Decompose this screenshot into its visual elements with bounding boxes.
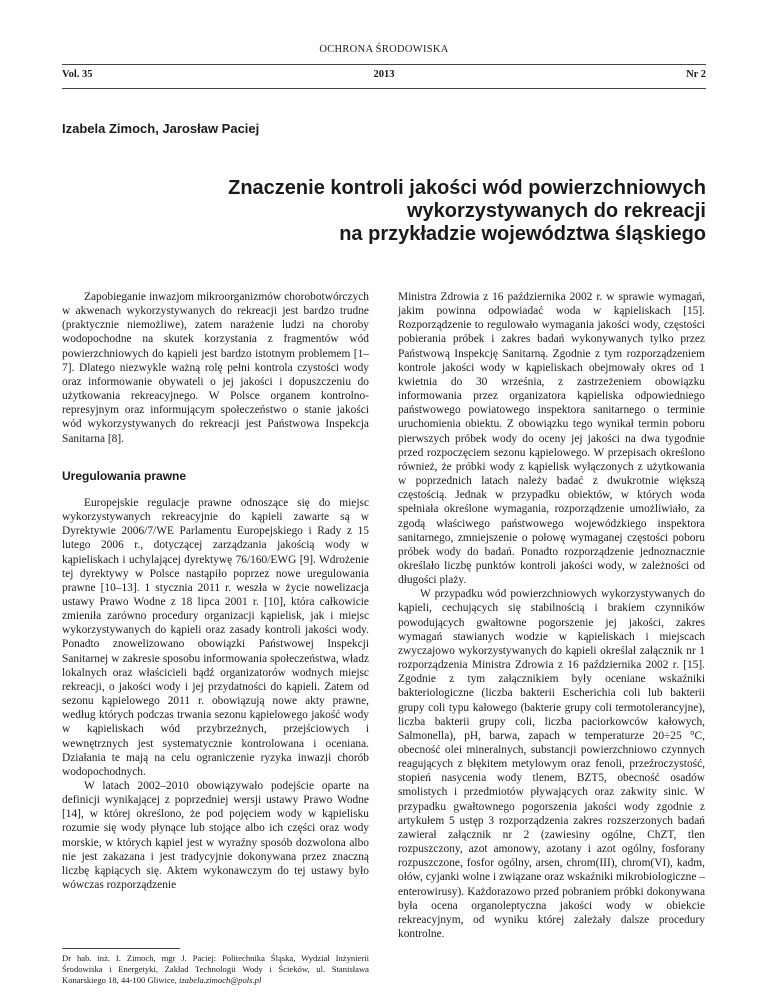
footnote-rule <box>62 948 180 949</box>
header-rule-top <box>62 64 706 65</box>
issue-meta <box>62 69 706 85</box>
body-paragraph: W przypadku wód powierzchniowych wykorzystywanych do kąpieli, cechujących się stabilnością i brakiem czynników powodujących gwałtowne pogorszenie jej jakości, zakres wymagań stawianych wodzie w kąpieliskach i miejscach zwyczajowo wykorzystywanych do kąpieli określał załącznik nr 1 rozporządzenia Ministra Zdrowia z 16 października 2002 r. [15]. Zgodnie z tym załącznikiem były oceniane wskaźniki bakteriologiczne (liczba bakterii Escherichia coli lub bakterii grupy coli typu kałowego (bakterie grupy coli termotolerancyjne), liczba bakterii grupy coli, liczba paciorkowców kałowych, Salmonella), pH, barwa, zapach w temperaturze 20÷25 °C, obecność olei mineralnych, substancji powierzchniowo czynnych reagujących z błękitem metylowym oraz fenoli, przeźroczystość, stopień nasycenia wody tlenem, BZT5, obecność osadów smolistych i przedmiotów pływających oraz zakwity sinic. W przypadku gwałtownego pogorszenia jakości wody zgodnie z artykułem 5 ustęp 3 rozporządzenia zakres rozszerzonych badań zawierał załącznik nr 2 (zawiesiny ogólne, ChZT, tlen rozpuszczony, azot amonowy, azotany i azot ogólny, fosforany rozpuszczone, fosfor ogólny, arsen, chrom(III), chrom(VI), kadm, ołów, cyjanki wolne i związane oraz wskaźniki mikrobiologiczne – enterowirusy). Każdorazowo przed pobraniem próbki dokonywana była ocena organoleptyczna jakości wody w obiekcie rekreacyjnym, od wyniku której zależały dalsze procedury kontrolne. <box>398 588 705 941</box>
title-line-2: wykorzystywanych do rekreacji <box>406 200 706 222</box>
intro-paragraph: Zapobieganie inwazjom mikroorganizmów chorobotwórczych w akwenach wykorzystywanych do rekreacji jest bardzo trudne (praktycznie niemożliwe), zatem narażenie ludzi na choroby wodopochodne na skutek korzystania z fragmentów wód powierzchniowych do kąpieli jest bardzo istotnym problemem [1–7]. Dlatego niezwykle ważną rolę pełni kontrola czystości wody oraz informowanie obywateli o jej jakości i dopuszczeniu do użytkowania rekreacyjnego. W Polsce organem kontrolno-represyjnym oraz informującym społeczeństwo o stanie jakości wód wykorzystywanych do rekreacji jest Państwowa Inspekcja Sanitarna [8]. <box>62 291 369 445</box>
volume-label: Vol. 35 <box>62 69 93 80</box>
author-email[interactable]: izabela.zimoch@pols.pl <box>178 975 262 985</box>
issue-number-label: Nr 2 <box>686 69 706 80</box>
header-rule-bottom <box>62 88 706 89</box>
author-footnote <box>62 953 369 986</box>
section-heading: Uregulowania prawne <box>62 468 187 483</box>
year-label: 2013 <box>373 69 395 80</box>
left-column <box>62 290 369 892</box>
body-paragraph: Europejskie regulacje prawne odnoszące się do miejsc wykorzystywanych rekreacyjnie do kąpieli zawarte są w Dyrektywie 2006/7/WE Parlamentu Europejskiego i Rady z 15 lutego 2006 r., dotyczącej zarządzania jakością wody w kąpieliskach i uchylającej dyrektywę 76/160/EWG [9]. Wdrożenie tej dyrektywy w Polsce nastąpiło poprzez nowe uregulowania prawne [10–13]. 1 stycznia 2011 r. weszła w życie nowelizacja ustawy Prawo Wodne z 18 lipca 2001 r. [10], która całkowicie zmieniła zarówno procedury organizacji kąpielisk, jak i miejsc wykorzystywanych do kąpieli oraz zasady kontroli jakości wody. Ponadto znowelizowano obowiązki Państwowej Inspekcji Sanitarnej w zakresie sposobu informowania społeczeństwa, władz lokalnych oraz właścicieli bądź organizatorów wodnych miejsc rekreacji, o jakości wody i jej przydatności do kąpieli. Zatem od sezonu kąpielowego 2011 r. obowiązują nowe akty prawne, według których podczas trwania sezonu kąpielowego jakość wody w kąpieliskach wód przybrzeżnych, przejściowych i wewnętrznych jest systematycznie kontrolowana i oceniana. Działania te mają na celu ograniczenie ryzyka inwazji chorób wodopochodnych. <box>62 496 369 778</box>
right-column <box>398 290 705 941</box>
article-authors: Izabela Zimoch, Jarosław Paciej <box>62 121 260 136</box>
title-line-3: na przykładzie województwa śląskiego <box>339 223 706 245</box>
article-title <box>106 177 706 246</box>
body-paragraph-continued: Ministra Zdrowia z 16 października 2002 r. w sprawie wymagań, jakim powinna odpowiadać woda w kąpieliskach [15]. Rozporządzenie to regulowało wymagania jakości wody, częstości pobierania próbek i zakres badań wykonywanych tylko przez Państwową Inspekcję Sanitarną. Zgodnie z tym rozporządzeniem kontrole jakości wody w kąpieliskach obejmowały okres od 1 kwietnia do 30 września, z zastrzeżeniem obowiązku informowania przez organizatora kąpieliska odpowiedniego państwowego powiatowego inspektora sanitarnego o terminie uruchomienia obiektu. Z obowiązku tego wynikał termin poboru pierwszych próbek wody do oceny jej jakości na dwa tygodnie przed rozpoczęciem sezonu kąpielowego. W przepisach określono również, że próbki wody z kąpielisk wyłączonych z użytkowania w poprzednich latach należy badać z dwukrotnie większą częstością. Jednak w przypadku obiektów, w których woda spełniała określone wymagania, rozporządzenie umożliwiało, za zgodą właściwego państwowego wojewódzkiego inspektora sanitarnego, zmniejszenie o połowę wymaganej częstości poboru próbek wody do badań. Ponadto rozporządzenie jednoznacznie określało liczbę punktów kontroli jakości wody, w zależności od długości plaży. <box>398 291 705 587</box>
body-paragraph: W latach 2002–2010 obowiązywało podejście oparte na definicji wynikającej z poprzedniej wersji ustawy Prawo Wodne [14], w której określono, że pod pojęciem wody w kąpielisku rozumie się wody płynące lub stojące albo ich części oraz wody morskie, w których kąpiel jest w wyraźny sposób dozwolona albo nie jest zakazana i jest tradycyjnie dokonywana przez znaczną liczbę kąpiących się. Aktem wykonawczym do tej ustawy było wówczas rozporządzenie <box>62 780 369 892</box>
title-line-1: Znaczenie kontroli jakości wód powierzchniowych <box>228 177 706 199</box>
footnote-text: Dr hab. inż. I. Zimoch, mgr J. Paciej: Politechnika Śląska, Wydział Inżynierii Środowiska i Energetyki, Zakład Technologii Wody i Ścieków, ul. Stanisława Konarskiego 18, 44-100 Gliwice, <box>62 953 369 985</box>
journal-name: OCHRONA ŚRODOWISKA <box>319 44 449 55</box>
